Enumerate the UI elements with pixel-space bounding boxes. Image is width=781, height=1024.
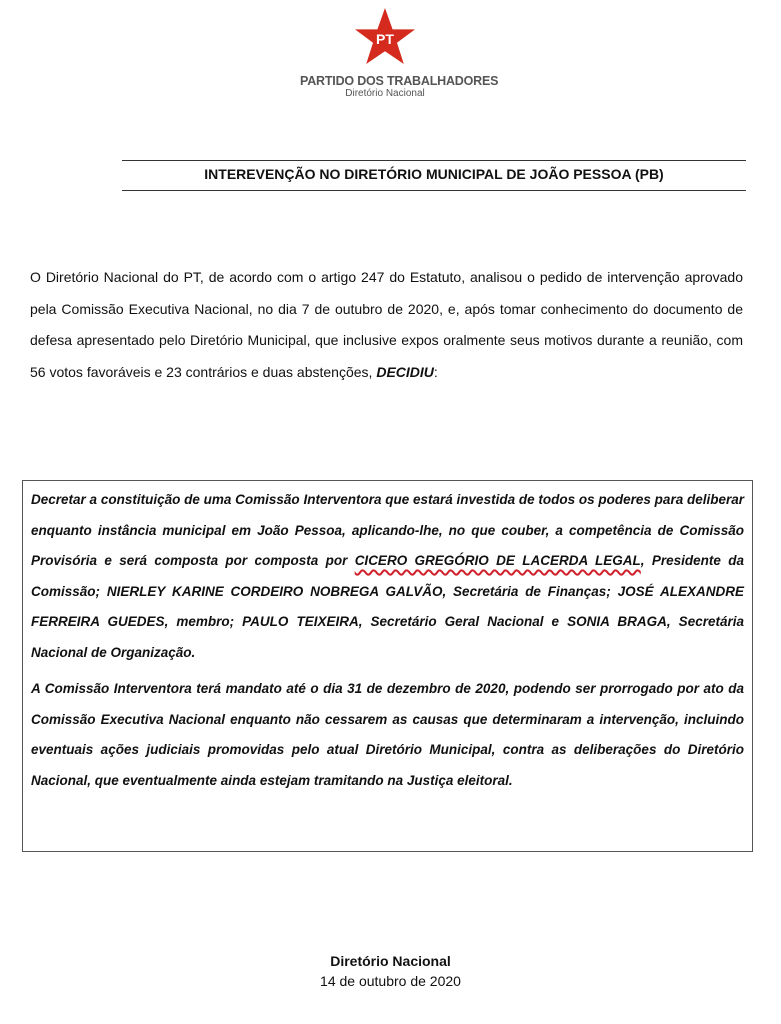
title-bottom-rule: [122, 190, 746, 191]
logo-subtitle: Diretório Nacional: [345, 88, 425, 99]
resolution-p1-before: Decretar a constituição de uma Comissão Interventora que estará investida de todos os poderes para deliberar enquanto instância municipal em João Pessoa, aplicando-lhe, no que couber, a competência de Comissão Provisória e será composta por composta por: [31, 492, 744, 568]
resolution-p1-after: , Presidente da Comissão; NIERLEY KARINE CORDEIRO NOBREGA GALVÃO, Secretária de Finanças; JOSÉ ALEXANDRE FERREIRA GUEDES, membro; PAULO TEIXEIRA, Secretário Geral Nacional e SONIA BRAGA, Secretária Nacional de Organização.: [31, 553, 745, 660]
footer-signatory: Diretório Nacional: [330, 953, 451, 969]
intro-paragraph: [30, 262, 743, 388]
highlighted-name: CICERO GREGÓRIO DE LACERDA LEGAL: [354, 553, 641, 568]
intro-text: O Diretório Nacional do PT, de acordo com o artigo 247 do Estatuto, analisou o pedido de intervenção aprovado pela Comissão Executiva Nacional, no dia 7 de outubro de 2020, e, após tomar conhecimento do documento de defesa apresentado pelo Diretório Municipal, que inclusive expos oralmente seus motivos durante a reunião, com 56 votos favoráveis e 23 contrários e duas abstenções,: [30, 269, 743, 380]
resolution-paragraph-1: [31, 485, 744, 668]
title-top-rule: [122, 160, 746, 161]
resolution-box: [22, 480, 753, 852]
footer: [0, 951, 781, 991]
party-logo: [300, 6, 499, 99]
pt-star-icon: [353, 6, 417, 70]
resolution-paragraph-2: A Comissão Interventora terá mandato até o dia 31 de dezembro de 2020, podendo ser prorrogado por ato da Comissão Executiva Nacional enquanto não cessarem as causas que determinaram a intervenção, incluindo eventuais ações judiciais promovidas pelo atual Diretório Municipal, contra as deliberações do Diretório Nacional, que eventualmente ainda estejam tramitando na Justiça eleitoral.: [31, 681, 744, 788]
logo-mark: PT: [376, 31, 394, 47]
document-title: INTEREVENÇÃO NO DIRETÓRIO MUNICIPAL DE JOÃO PESSOA (PB): [204, 166, 664, 182]
intro-suffix: :: [433, 363, 438, 380]
logo-party-name: PARTIDO DOS TRABALHADORES: [300, 74, 499, 88]
footer-date: 14 de outubro de 2020: [320, 973, 461, 989]
decision-word: DECIDIU: [376, 363, 434, 380]
